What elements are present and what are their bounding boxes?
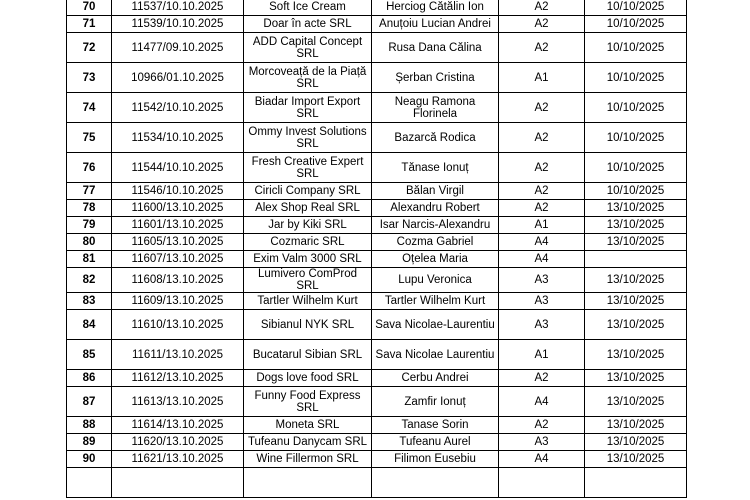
- person-name: Tartler Wilhelm Kurt: [372, 293, 499, 310]
- category-code: A2: [499, 200, 585, 217]
- issue-date: 13/10/2025: [585, 417, 687, 434]
- row-number: 80: [67, 234, 112, 251]
- table-row: [67, 417, 687, 434]
- person-name: Neagu Ramona Florinela: [372, 93, 499, 123]
- issue-date: 13/10/2025: [585, 340, 687, 370]
- registration-number: 11612/13.10.2025: [112, 370, 244, 387]
- category-code: A4: [499, 234, 585, 251]
- row-number: 86: [67, 370, 112, 387]
- table-row: [67, 468, 687, 498]
- company-name: Ommy Invest Solutions SRL: [244, 123, 372, 153]
- person-name: Sava Nicolae Laurentiu: [372, 340, 499, 370]
- table-row: [67, 183, 687, 200]
- table-row: [67, 434, 687, 451]
- issue-date: 10/10/2025: [585, 0, 687, 16]
- person-name: Herciog Cătălin Ion: [372, 0, 499, 16]
- category-code: A2: [499, 33, 585, 63]
- company-name: Biadar Import Export SRL: [244, 93, 372, 123]
- issue-date: 13/10/2025: [585, 434, 687, 451]
- company-name: Exim Valm 3000 SRL: [244, 251, 372, 268]
- registration-number: 11620/13.10.2025: [112, 434, 244, 451]
- category-code: A1: [499, 63, 585, 93]
- issue-date: 13/10/2025: [585, 310, 687, 340]
- registration-number: 11611/13.10.2025: [112, 340, 244, 370]
- person-name: Bălan Virgil: [372, 183, 499, 200]
- issue-date: 13/10/2025: [585, 200, 687, 217]
- issue-date: 10/10/2025: [585, 123, 687, 153]
- person-name: Rusa Dana Călina: [372, 33, 499, 63]
- row-number: 87: [67, 387, 112, 417]
- row-number: 84: [67, 310, 112, 340]
- category-code: A1: [499, 340, 585, 370]
- table-row: [67, 123, 687, 153]
- company-name: Soft Ice Cream: [244, 0, 372, 16]
- person-name: Filimon Eusebiu: [372, 451, 499, 468]
- category-code: A2: [499, 417, 585, 434]
- table-row: [67, 200, 687, 217]
- person-name: Isar Narcis-Alexandru: [372, 217, 499, 234]
- table-row: [67, 63, 687, 93]
- category-code: A2: [499, 123, 585, 153]
- category-code: A2: [499, 93, 585, 123]
- person-name: Bazarcă Rodica: [372, 123, 499, 153]
- issue-date: 13/10/2025: [585, 293, 687, 310]
- row-number: [67, 468, 112, 498]
- registration-number: 11621/13.10.2025: [112, 451, 244, 468]
- registration-number: 11608/13.10.2025: [112, 268, 244, 293]
- company-name: Tufeanu Danycam SRL: [244, 434, 372, 451]
- issue-date: 13/10/2025: [585, 217, 687, 234]
- table-row: [67, 268, 687, 293]
- company-name: Doar în acte SRL: [244, 16, 372, 33]
- issue-date: 10/10/2025: [585, 93, 687, 123]
- row-number: 83: [67, 293, 112, 310]
- registration-number: [112, 468, 244, 498]
- registration-number: 10966/01.10.2025: [112, 63, 244, 93]
- row-number: 71: [67, 16, 112, 33]
- issue-date: 10/10/2025: [585, 183, 687, 200]
- company-name: Funny Food Express SRL: [244, 387, 372, 417]
- table-row: [67, 451, 687, 468]
- category-code: A4: [499, 251, 585, 268]
- registration-number: 11477/09.10.2025: [112, 33, 244, 63]
- row-number: 72: [67, 33, 112, 63]
- company-name: Ciricli Company SRL: [244, 183, 372, 200]
- table-row: [67, 0, 687, 16]
- row-number: 73: [67, 63, 112, 93]
- issue-date: 13/10/2025: [585, 387, 687, 417]
- category-code: A3: [499, 310, 585, 340]
- person-name: Tănase Ionuț: [372, 153, 499, 183]
- registration-number: 11534/10.10.2025: [112, 123, 244, 153]
- row-number: 70: [67, 0, 112, 16]
- person-name: Alexandru Robert: [372, 200, 499, 217]
- table-row: [67, 340, 687, 370]
- registration-number: 11600/13.10.2025: [112, 200, 244, 217]
- issue-date: 10/10/2025: [585, 33, 687, 63]
- table-row: [67, 33, 687, 63]
- table-row: [67, 153, 687, 183]
- company-name: Jar by Kiki SRL: [244, 217, 372, 234]
- company-name: Sibianul NYK SRL: [244, 310, 372, 340]
- person-name: Tufeanu Aurel: [372, 434, 499, 451]
- registration-number: 11607/13.10.2025: [112, 251, 244, 268]
- row-number: 78: [67, 200, 112, 217]
- person-name: Șerban Cristina: [372, 63, 499, 93]
- row-number: 76: [67, 153, 112, 183]
- row-number: 75: [67, 123, 112, 153]
- person-name: [372, 468, 499, 498]
- person-name: Oțelea Maria: [372, 251, 499, 268]
- registration-number: 11613/13.10.2025: [112, 387, 244, 417]
- person-name: Tanase Sorin: [372, 417, 499, 434]
- row-number: 85: [67, 340, 112, 370]
- table-row: [67, 234, 687, 251]
- category-code: A2: [499, 0, 585, 16]
- company-name: ADD Capital Concept SRL: [244, 33, 372, 63]
- table-row: [67, 387, 687, 417]
- issue-date: 10/10/2025: [585, 16, 687, 33]
- category-code: A2: [499, 183, 585, 200]
- table-row: [67, 310, 687, 340]
- person-name: Cerbu Andrei: [372, 370, 499, 387]
- row-number: 88: [67, 417, 112, 434]
- category-code: A3: [499, 434, 585, 451]
- category-code: A4: [499, 387, 585, 417]
- table-row: [67, 293, 687, 310]
- registration-number: 11539/10.10.2025: [112, 16, 244, 33]
- category-code: A2: [499, 370, 585, 387]
- table-row: [67, 93, 687, 123]
- issue-date: 10/10/2025: [585, 63, 687, 93]
- registration-number: 11542/10.10.2025: [112, 93, 244, 123]
- category-code: A4: [499, 451, 585, 468]
- registration-number: 11609/13.10.2025: [112, 293, 244, 310]
- registration-number: 11610/13.10.2025: [112, 310, 244, 340]
- company-name: Wine Fillermon SRL: [244, 451, 372, 468]
- row-number: 81: [67, 251, 112, 268]
- company-name: Dogs love food SRL: [244, 370, 372, 387]
- registry-table-body: [67, 0, 687, 498]
- category-code: A3: [499, 268, 585, 293]
- person-name: Cozma Gabriel: [372, 234, 499, 251]
- row-number: 74: [67, 93, 112, 123]
- table-row: [67, 16, 687, 33]
- company-name: Alex Shop Real SRL: [244, 200, 372, 217]
- category-code: [499, 468, 585, 498]
- issue-date: 13/10/2025: [585, 451, 687, 468]
- person-name: Sava Nicolae-Laurentiu: [372, 310, 499, 340]
- registry-table: [66, 0, 687, 498]
- issue-date: 13/10/2025: [585, 370, 687, 387]
- issue-date: 13/10/2025: [585, 268, 687, 293]
- company-name: Fresh Creative Expert SRL: [244, 153, 372, 183]
- issue-date: 10/10/2025: [585, 153, 687, 183]
- category-code: A1: [499, 217, 585, 234]
- row-number: 79: [67, 217, 112, 234]
- row-number: 82: [67, 268, 112, 293]
- category-code: A3: [499, 293, 585, 310]
- table-row: [67, 370, 687, 387]
- category-code: A2: [499, 153, 585, 183]
- company-name: Cozmaric SRL: [244, 234, 372, 251]
- person-name: Anuțoiu Lucian Andrei: [372, 16, 499, 33]
- table-row: [67, 217, 687, 234]
- row-number: 89: [67, 434, 112, 451]
- company-name: Tartler Wilhelm Kurt: [244, 293, 372, 310]
- person-name: Lupu Veronica: [372, 268, 499, 293]
- registration-number: 11546/10.10.2025: [112, 183, 244, 200]
- registration-number: 11544/10.10.2025: [112, 153, 244, 183]
- company-name: Bucatarul Sibian SRL: [244, 340, 372, 370]
- company-name: Lumivero ComProd SRL: [244, 268, 372, 293]
- row-number: 90: [67, 451, 112, 468]
- company-name: [244, 468, 372, 498]
- issue-date: 13/10/2025: [585, 234, 687, 251]
- registration-number: 11601/13.10.2025: [112, 217, 244, 234]
- row-number: 77: [67, 183, 112, 200]
- person-name: Zamfir Ionuț: [372, 387, 499, 417]
- registration-number: 11605/13.10.2025: [112, 234, 244, 251]
- issue-date: [585, 251, 687, 268]
- table-row: [67, 251, 687, 268]
- company-name: Morcoveață de la Piață SRL: [244, 63, 372, 93]
- issue-date: [585, 468, 687, 498]
- category-code: A2: [499, 16, 585, 33]
- company-name: Moneta SRL: [244, 417, 372, 434]
- registration-number: 11537/10.10.2025: [112, 0, 244, 16]
- registration-number: 11614/13.10.2025: [112, 417, 244, 434]
